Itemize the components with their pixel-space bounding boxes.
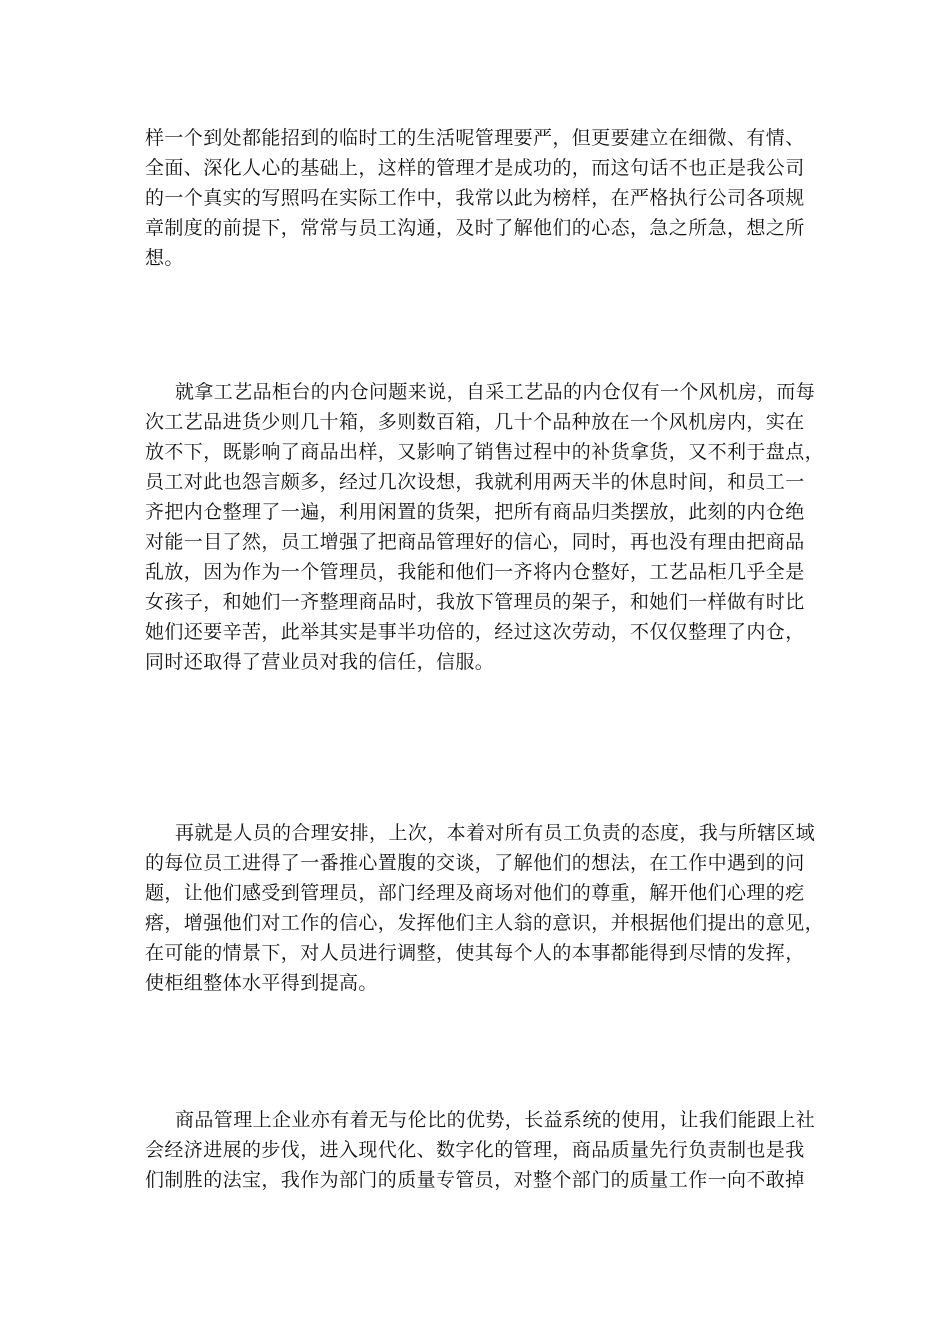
paragraph-4 (145, 1105, 816, 1195)
text-line: 章制度的前提下，常常与员工沟通，及时了解他们的心态，急之所急，想之所 (145, 217, 805, 239)
paragraph-2 (145, 377, 825, 677)
text-line: 商品管理上企业亦有着无与伦比的优势，长益系统的使用，让我们能跟上社 (175, 1109, 816, 1131)
text-line: 女孩子，和她们一齐整理商品时，我放下管理员的架子，和她们一样做有时比 (145, 591, 805, 613)
text-line: 全面、深化人心的基础上，这样的管理才是成功的，而这句话不也正是我公司 (145, 157, 805, 179)
text-line: 会经济进展的步伐，进入现代化、数字化的管理，商品质量先行负责制也是我 (145, 1139, 805, 1161)
text-line: 员工对此也怨言颇多，经过几次设想，我就利用两天半的休息时间，和员工一 (145, 471, 805, 493)
paragraph-3 (145, 818, 825, 998)
text-line: 题，让他们感受到管理员，部门经理及商场对他们的尊重，解开他们心理的疙 (145, 882, 805, 904)
text-line: 放不下，既影响了商品出样，又影响了销售过程中的补货拿货，又不利于盘点， (145, 441, 825, 463)
text-line: 使柜组整体水平得到提高。 (145, 972, 378, 994)
text-line: 的每位员工进得了一番推心置腹的交谈，了解他们的想法，在工作中遇到的问 (145, 852, 805, 874)
text-line: 的一个真实的写照吗在实际工作中，我常以此为榜样，在严格执行公司各项规 (145, 187, 805, 209)
text-line: 想。 (145, 247, 184, 269)
text-line: 样一个到处都能招到的临时工的生活呢管理要严，但更要建立在细微、有情、 (145, 127, 805, 149)
paragraph-1 (145, 123, 810, 273)
text-line: 瘩，增强他们对工作的信心，发挥他们主人翁的意识，并根据他们提出的意见， (145, 912, 825, 934)
text-line: 她们还要辛苦，此举其实是事半功倍的，经过这次劳动，不仅仅整理了内仓， (145, 621, 805, 643)
text-line: 同时还取得了营业员对我的信任，信服。 (145, 651, 495, 673)
text-line: 对能一目了然，员工增强了把商品管理好的信心，同时，再也没有理由把商品 (145, 531, 805, 553)
text-line: 们制胜的法宝，我作为部门的质量专管员，对整个部门的质量工作一向不敢掉 (145, 1169, 805, 1191)
text-line: 次工艺品进货少则几十箱，多则数百箱，几十个品种放在一个风机房内，实在 (145, 411, 805, 433)
text-line: 乱放，因为作为一个管理员，我能和他们一齐将内仓整好，工艺品柜几乎全是 (145, 561, 805, 583)
text-line: 就拿工艺品柜台的内仓问题来说，自采工艺品的内仓仅有一个风机房，而每 (175, 381, 816, 403)
text-line: 齐把内仓整理了一遍，利用闲置的货架，把所有商品归类摆放，此刻的内仓绝 (145, 501, 805, 523)
text-line: 再就是人员的合理安排，上次，本着对所有员工负责的态度，我与所辖区域 (175, 822, 816, 844)
text-line: 在可能的情景下，对人员进行调整，使其每个人的本事都能得到尽情的发挥， (145, 942, 805, 964)
